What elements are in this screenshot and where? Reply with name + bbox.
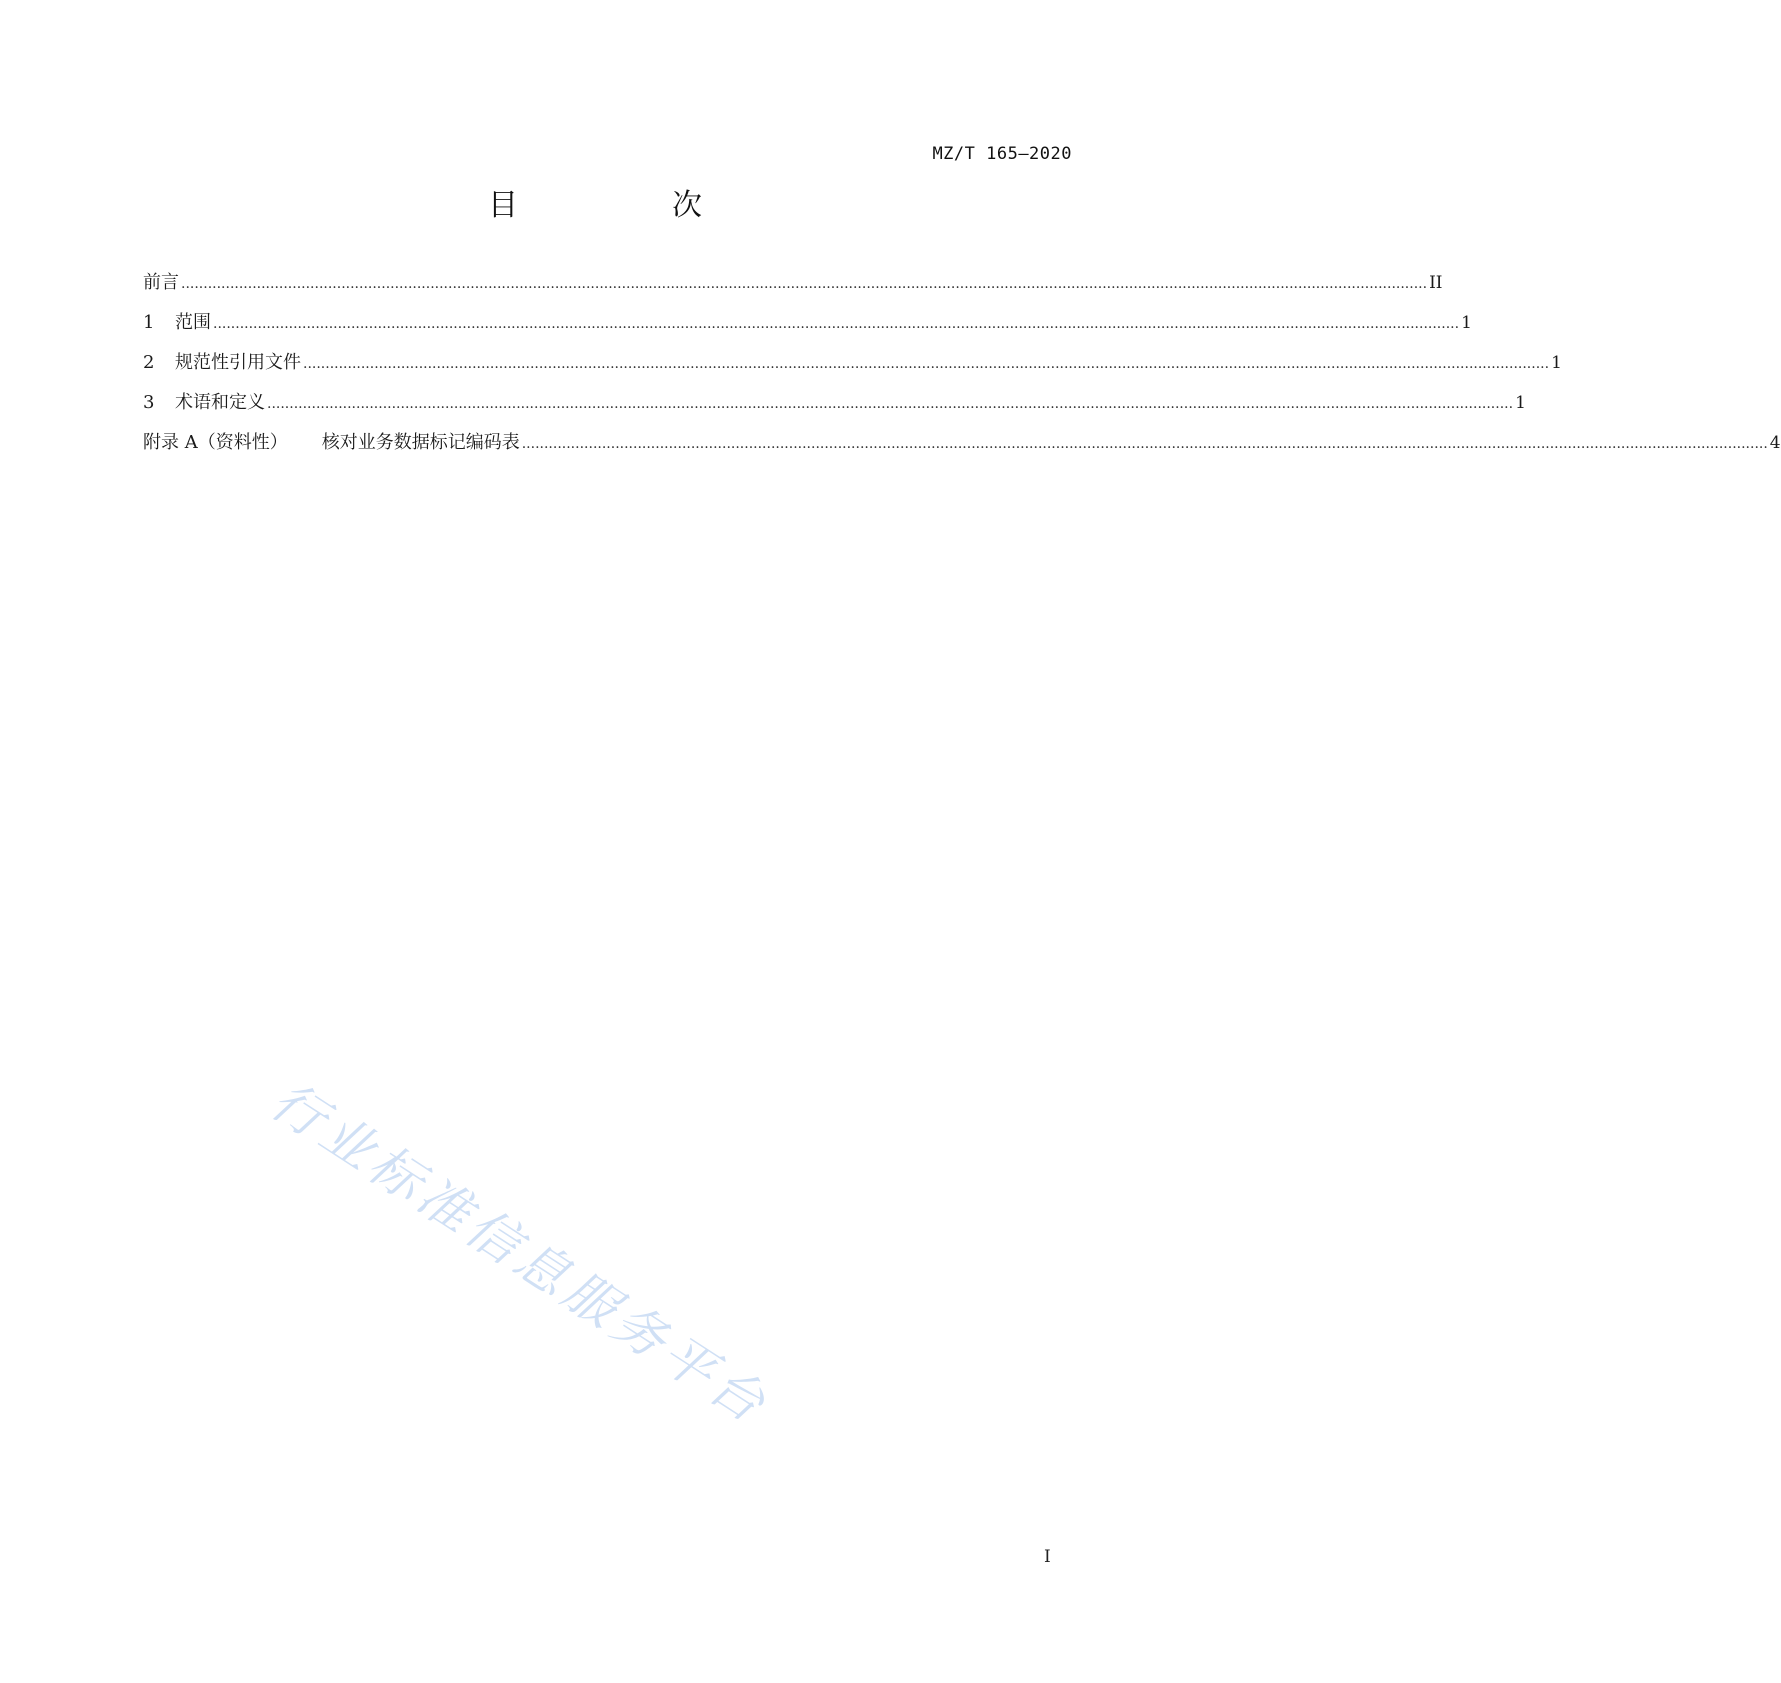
toc-entry-terms-definitions[interactable]: [143, 388, 1526, 428]
standard-code: MZ/T 165—2020: [932, 144, 1072, 164]
toc-entry-foreword[interactable]: [143, 268, 1443, 308]
toc-entry-label: 规范性引用文件: [175, 352, 301, 373]
toc-leader-dots: ........................................................................................................................................................................................................................................................................................: [181, 276, 1428, 292]
toc-entry-normative-references[interactable]: [143, 348, 1562, 388]
watermark-text: 行业标准信息服务平台: [260, 1070, 780, 1438]
toc-entry-page: 1: [1551, 353, 1562, 373]
toc-entry-scope[interactable]: [143, 308, 1472, 348]
toc-leader-dots: ........................................................................................................................................................................................................................................................................................: [267, 396, 1514, 412]
page-title: 目 次: [488, 188, 764, 223]
toc-entry-page: II: [1429, 273, 1443, 293]
table-of-contents: [143, 268, 1781, 468]
toc-entry-label: 前言: [143, 272, 179, 293]
toc-entry-number: 2: [143, 352, 155, 373]
toc-entry-number: 3: [143, 392, 155, 413]
toc-entry-label: 范围: [175, 312, 211, 333]
toc-leader-dots: ........................................................................................................................................................................................................................................................................................: [303, 356, 1550, 372]
toc-entry-page: 1: [1461, 313, 1472, 333]
toc-entry-page: 4: [1769, 433, 1781, 453]
toc-entry-number: 1: [143, 312, 155, 333]
toc-entry-prefix: 附录 A（资料性）: [143, 432, 288, 453]
toc-leader-dots: ........................................................................................................................................................................................................................................................................................: [213, 316, 1460, 332]
toc-entry-page: 1: [1515, 393, 1526, 413]
toc-entry-annex-a[interactable]: [143, 428, 1781, 468]
toc-entry-label: 术语和定义: [175, 392, 265, 413]
toc-leader-dots: ........................................................................................................................................................................................................................................................................................: [521, 436, 1768, 452]
page-number: I: [1044, 1547, 1051, 1567]
toc-entry-label: 核对业务数据标记编码表: [321, 432, 520, 453]
